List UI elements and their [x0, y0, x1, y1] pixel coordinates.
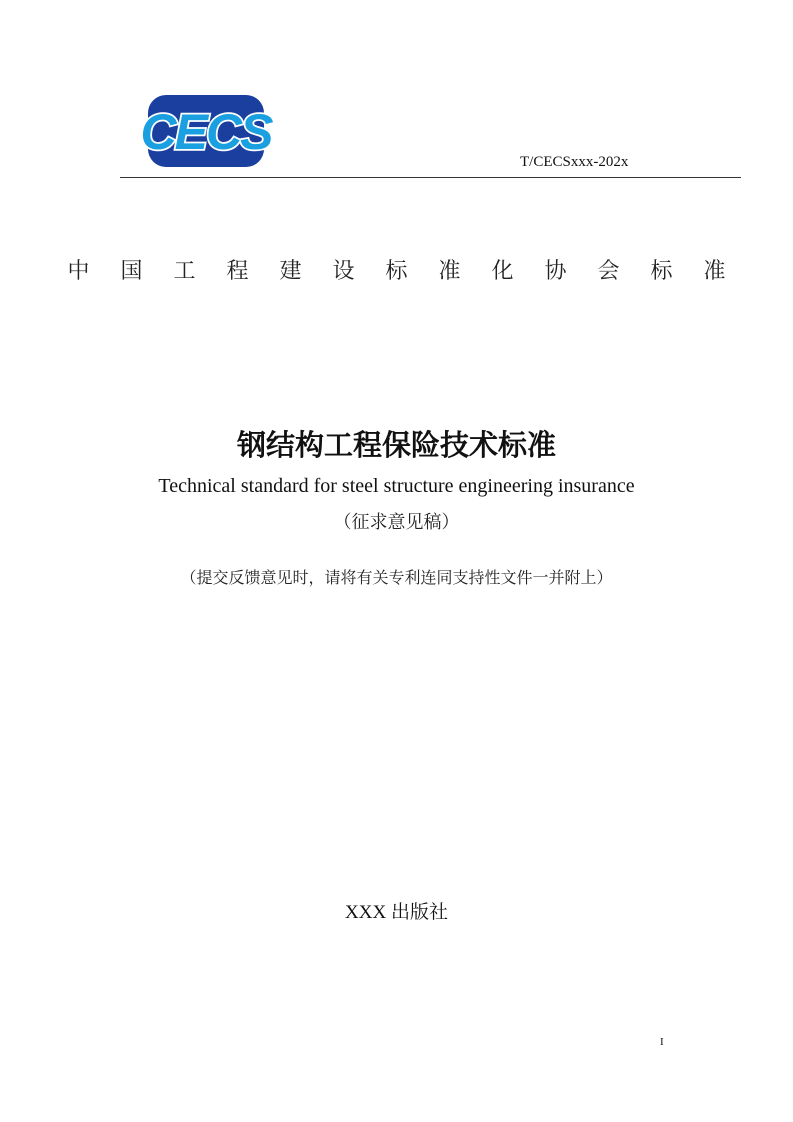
- page-number: I: [660, 1036, 664, 1048]
- cecs-logo: [136, 95, 276, 167]
- standard-code: T/CECSxxx-202x: [520, 154, 629, 170]
- publisher-name: XXX 出版社: [345, 902, 448, 923]
- document-title-chinese: 钢结构工程保险技术标准: [236, 428, 556, 462]
- header-divider: [120, 177, 741, 178]
- logo-text: CECS: [140, 104, 272, 160]
- association-standard-line: 中 国 工 程 建 设 标 准 化 协 会 标 准: [67, 259, 738, 284]
- draft-status-note: （征求意见稿）: [333, 512, 460, 533]
- document-title-english: Technical standard for steel structure engineering insurance: [158, 475, 635, 497]
- feedback-instruction-note: （提交反馈意见时，请将有关专利连同支持性文件一并附上）: [180, 568, 613, 587]
